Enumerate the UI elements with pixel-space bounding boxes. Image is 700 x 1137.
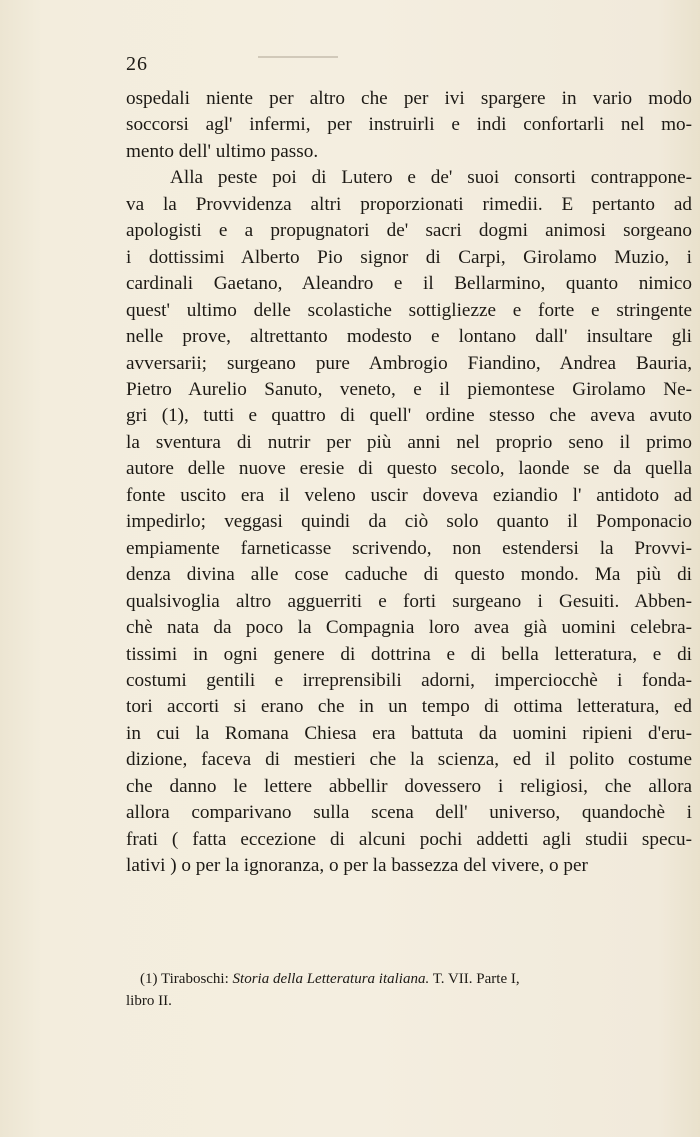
text-line: apologisti e a propugnatori de' sacri dogmi animosi sorgeano xyxy=(126,220,692,242)
text-line: allora comparivano sulla scena dell' universo, quandochè i xyxy=(126,802,692,824)
body-text xyxy=(126,86,692,880)
text-line: tori accorti si erano che in un tempo di ottima letteratura, ed xyxy=(126,696,692,718)
text-line: i dottissimi Alberto Pio signor di Carpi, Girolamo Muzio, i xyxy=(126,246,692,268)
footnote-continuation: libro II. xyxy=(126,993,172,1009)
footnote-author: Tiraboschi: xyxy=(160,971,229,987)
text-line: lativi ) o per la ignoranza, o per la bassezza del vivere, o per xyxy=(126,855,588,877)
text-line: mento dell' ultimo passo. xyxy=(126,140,319,162)
footnote-rest: T. VII. Parte I, xyxy=(432,971,520,987)
text-line: impedirlo; veggasi quindi da ciò solo quanto il Pomponacio xyxy=(126,511,692,533)
text-line: gri (1), tutti e quattro di quell' ordine stesso che aveva avuto xyxy=(126,405,692,427)
text-line: quest' ultimo delle scolastiche sottigliezze e forte e stringente xyxy=(126,299,692,321)
text-line: dizione, faceva di mestieri che la scienza, ed il polito costume xyxy=(126,749,692,771)
ink-smudge xyxy=(258,56,338,58)
text-line: denza divina alle cose caduche di questo mondo. Ma più di xyxy=(126,564,692,586)
text-line: tissimi in ogni genere di dottrina e di bella letteratura, e di xyxy=(126,643,692,665)
text-line: che danno le lettere abbellir dovessero i religiosi, che allora xyxy=(126,775,692,797)
text-line: empiamente farneticasse scrivendo, non estendersi la Provvi- xyxy=(126,537,692,559)
text-line: chè nata da poco la Compagnia loro avea già uomini celebra- xyxy=(126,617,692,639)
text-line: Alla peste poi di Lutero e de' suoi consorti contrappone- xyxy=(170,167,692,189)
text-line: soccorsi agl' infermi, per instruirli e indi confortarli nel mo- xyxy=(126,114,692,136)
text-line: nelle prove, altrettanto modesto e lontano dall' insultare gli xyxy=(126,326,692,348)
text-line: in cui la Romana Chiesa era battuta da uomini ripieni d'eru- xyxy=(126,722,692,744)
text-line: la sventura di nutrir per più anni nel proprio seno il primo xyxy=(126,431,692,453)
footnote-title: Storia della Letteratura italiana. xyxy=(232,971,430,987)
text-line: Pietro Aurelio Sanuto, veneto, e il piemontese Girolamo Ne- xyxy=(126,378,692,400)
text-line: autore delle nuove eresie di questo secolo, laonde se da quella xyxy=(126,458,692,480)
text-line: costumi gentili e irreprensibili adorni, imperciocchè i fonda- xyxy=(126,669,692,691)
text-line: ospedali niente per altro che per ivi spargere in vario modo xyxy=(126,88,692,109)
footnote-marker: (1) xyxy=(140,971,158,987)
text-line: frati ( fatta eccezione di alcuni pochi addetti agli studii specu- xyxy=(126,828,692,850)
text-line: qualsivoglia altro agguerriti e forti surgeano i Gesuiti. Abben- xyxy=(126,590,692,612)
text-line: va la Provvidenza altri proporzionati rimedii. E pertanto ad xyxy=(126,193,692,215)
text-line: cardinali Gaetano, Aleandro e il Bellarmino, quanto nimico xyxy=(126,273,692,295)
footnote-line xyxy=(140,968,692,990)
footnote xyxy=(126,968,692,1012)
text-line: avversarii; surgeano pure Ambrogio Fiandino, Andrea Bauria, xyxy=(126,352,692,374)
text-line: fonte uscito era il veleno uscir doveva eziandio l' antidoto ad xyxy=(126,484,692,506)
page-number: 26 xyxy=(126,53,148,75)
